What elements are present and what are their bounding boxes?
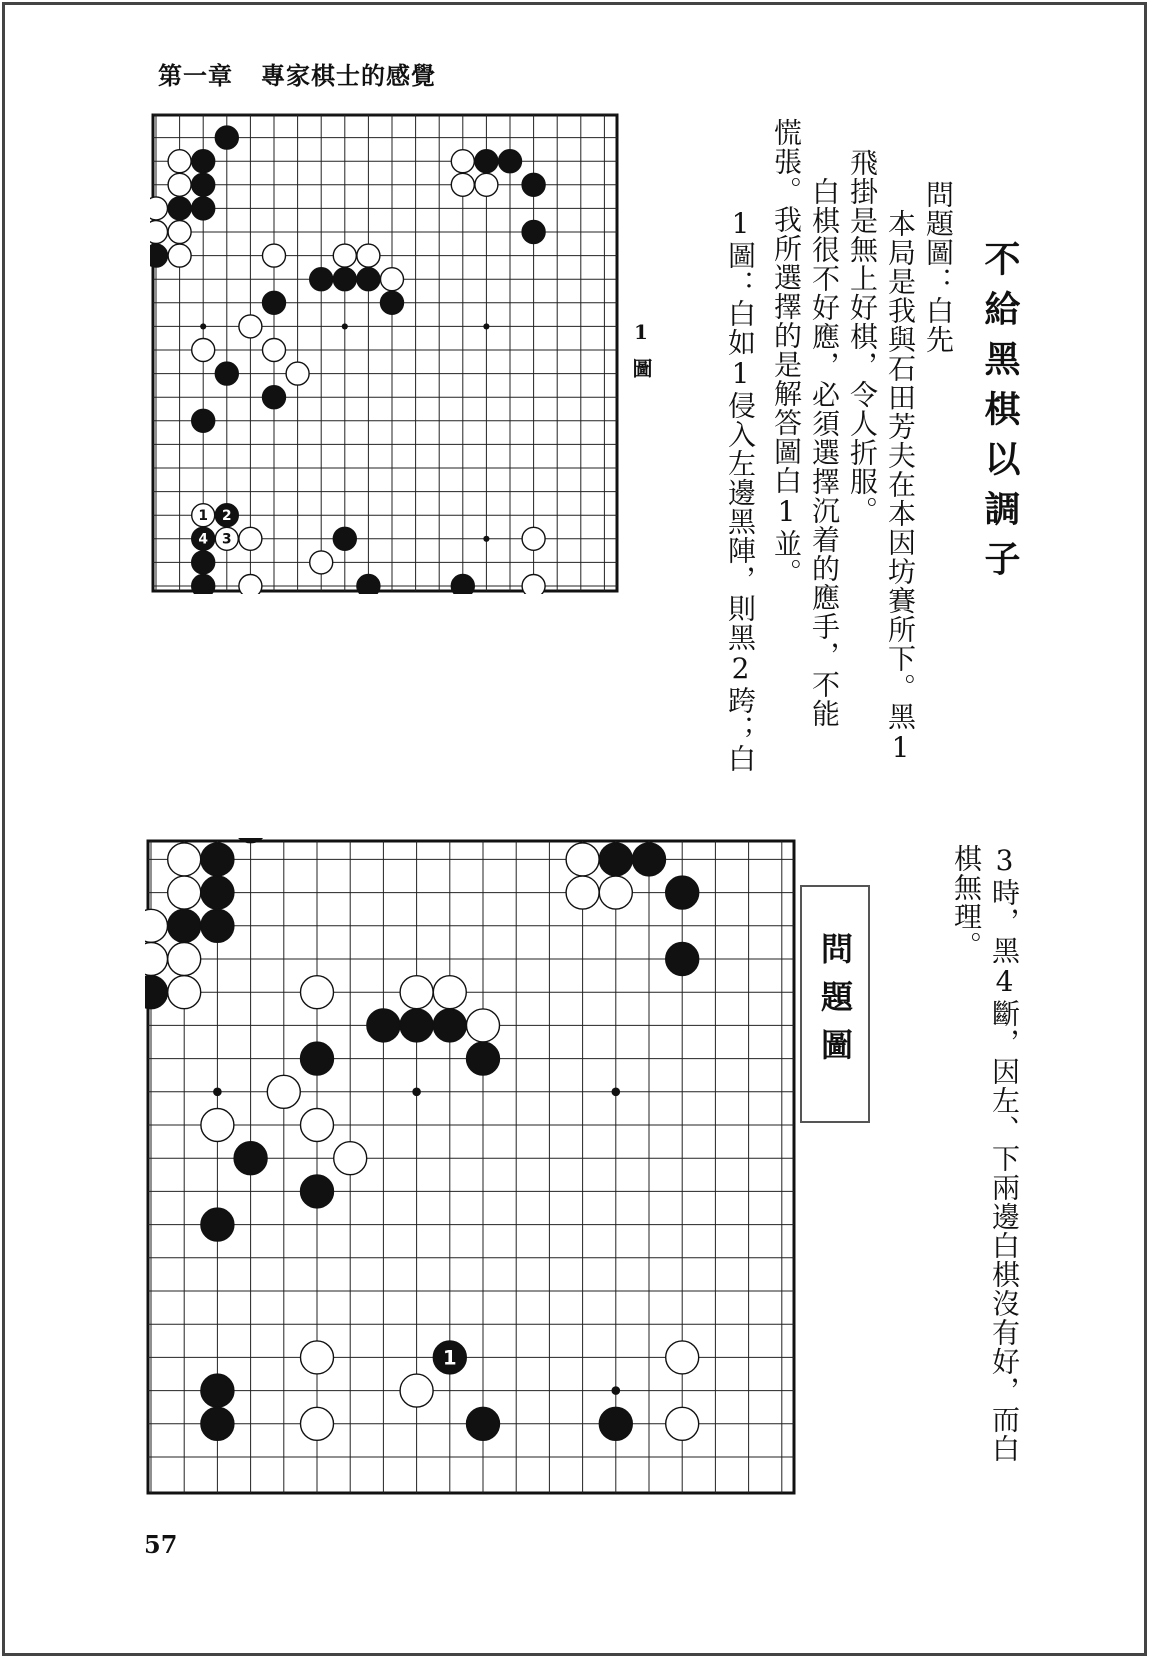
white-stone	[239, 315, 262, 338]
figure-1-board	[150, 112, 620, 594]
white-stone	[150, 197, 168, 220]
white-stone	[475, 173, 498, 196]
black-stone	[201, 1374, 234, 1407]
white-stone	[333, 244, 356, 267]
problem-board	[145, 838, 797, 1496]
figure-1-label: 1圖	[629, 320, 653, 392]
black-stone	[150, 244, 168, 267]
text-column-8: 棋無理。	[950, 844, 983, 960]
black-stone	[215, 362, 238, 385]
black-stone	[234, 1142, 267, 1175]
star-point	[611, 1386, 620, 1395]
text-column-5: 慌張。我所選擇的是解答圖白1並。	[770, 118, 803, 587]
white-stone	[286, 362, 309, 385]
white-stone	[150, 221, 168, 244]
black-stone	[357, 268, 380, 291]
white-stone	[145, 943, 168, 976]
text-column-4: 白棋很不好應，必須選擇沉着的應手，不能	[808, 148, 841, 728]
white-stone	[239, 575, 262, 595]
black-stone	[192, 150, 215, 173]
black-stone	[310, 268, 333, 291]
black-stone	[263, 291, 286, 314]
page-number: 57	[144, 1530, 178, 1559]
black-stone	[333, 527, 356, 550]
white-stone	[522, 527, 545, 550]
stone-label: 4	[198, 531, 209, 548]
star-point	[200, 323, 206, 329]
black-stone	[381, 291, 404, 314]
white-stone	[145, 909, 168, 942]
star-point	[611, 1087, 620, 1096]
white-stone	[400, 1374, 433, 1407]
text-column-7: 3時，黑4斷，因左、下兩邊白棋沒有好，而白	[988, 844, 1021, 1463]
star-point	[213, 1087, 222, 1096]
white-stone	[433, 976, 466, 1009]
stone-label: 1	[442, 1346, 457, 1370]
white-stone	[168, 843, 201, 876]
black-stone	[263, 386, 286, 409]
black-stone	[599, 1407, 632, 1440]
black-stone	[666, 943, 699, 976]
black-stone	[433, 1009, 466, 1042]
text-column-1: 問題圖：白先	[922, 180, 955, 354]
white-stone	[301, 1109, 334, 1142]
white-stone	[666, 1341, 699, 1374]
white-stone	[168, 976, 201, 1009]
white-stone	[263, 339, 286, 362]
white-stone	[263, 244, 286, 267]
black-stone	[451, 575, 474, 595]
black-stone	[192, 173, 215, 196]
black-stone	[201, 1407, 234, 1440]
white-stone	[168, 150, 191, 173]
white-stone	[168, 244, 191, 267]
star-point	[342, 323, 348, 329]
black-stone	[201, 843, 234, 876]
text-column-2: 本局是我與石田芳夫在本因坊賽所下。黑1	[884, 180, 917, 765]
white-stone	[566, 876, 599, 909]
stone-label: 2	[221, 508, 232, 525]
white-stone	[522, 575, 545, 595]
text-column-3: 飛掛是無上好棋，令人折服。	[846, 148, 879, 525]
chapter-number: 第一章	[158, 61, 233, 90]
white-stone	[381, 268, 404, 291]
black-stone	[168, 909, 201, 942]
white-stone	[310, 551, 333, 574]
star-point	[483, 323, 489, 329]
chapter-title: 專家棋士的感覺	[261, 61, 436, 90]
white-stone	[192, 339, 215, 362]
black-stone	[201, 909, 234, 942]
black-stone	[215, 126, 238, 149]
black-stone	[633, 843, 666, 876]
white-stone	[168, 876, 201, 909]
white-stone	[239, 527, 262, 550]
white-stone	[334, 1142, 367, 1175]
black-stone	[301, 1042, 334, 1075]
white-stone	[168, 943, 201, 976]
black-stone	[301, 1175, 334, 1208]
section-title: 不給黑棋以調子	[979, 240, 1021, 590]
star-point	[483, 536, 489, 542]
white-stone	[666, 1407, 699, 1440]
problem-label: 問題圖	[816, 932, 854, 1076]
black-stone	[357, 575, 380, 595]
white-stone	[566, 843, 599, 876]
white-stone	[168, 173, 191, 196]
black-stone	[599, 843, 632, 876]
black-stone	[201, 1208, 234, 1241]
white-stone-3	[215, 527, 238, 550]
white-stone-1	[192, 504, 215, 527]
black-stone	[333, 268, 356, 291]
white-stone	[357, 244, 380, 267]
black-stone-1	[433, 1341, 466, 1374]
black-stone	[145, 976, 168, 1009]
black-stone	[522, 221, 545, 244]
white-stone	[301, 1407, 334, 1440]
black-stone	[201, 876, 234, 909]
black-stone	[192, 409, 215, 432]
text-column-6: 1圖：白如1侵入左邊黑陣，則黑2跨；白	[724, 178, 757, 773]
black-stone	[666, 876, 699, 909]
white-stone	[267, 1075, 300, 1108]
white-stone	[451, 150, 474, 173]
black-stone	[192, 551, 215, 574]
black-stone-2	[215, 504, 238, 527]
black-stone	[367, 1009, 400, 1042]
black-stone	[522, 173, 545, 196]
black-stone	[168, 197, 191, 220]
star-point	[412, 1087, 421, 1096]
white-stone	[451, 173, 474, 196]
white-stone	[201, 1109, 234, 1142]
problem-label-box	[800, 885, 870, 1123]
black-stone-4	[192, 527, 215, 550]
white-stone	[301, 976, 334, 1009]
white-stone	[168, 221, 191, 244]
stone-label: 3	[221, 531, 232, 548]
white-stone	[400, 976, 433, 1009]
white-stone	[301, 1341, 334, 1374]
black-stone	[192, 197, 215, 220]
stone-label: 1	[198, 508, 209, 525]
black-stone	[400, 1009, 433, 1042]
white-stone	[467, 1009, 500, 1042]
white-stone	[599, 876, 632, 909]
black-stone	[499, 150, 522, 173]
black-stone	[467, 1407, 500, 1440]
black-stone	[192, 575, 215, 595]
running-header	[158, 56, 464, 91]
black-stone	[475, 150, 498, 173]
black-stone	[467, 1042, 500, 1075]
